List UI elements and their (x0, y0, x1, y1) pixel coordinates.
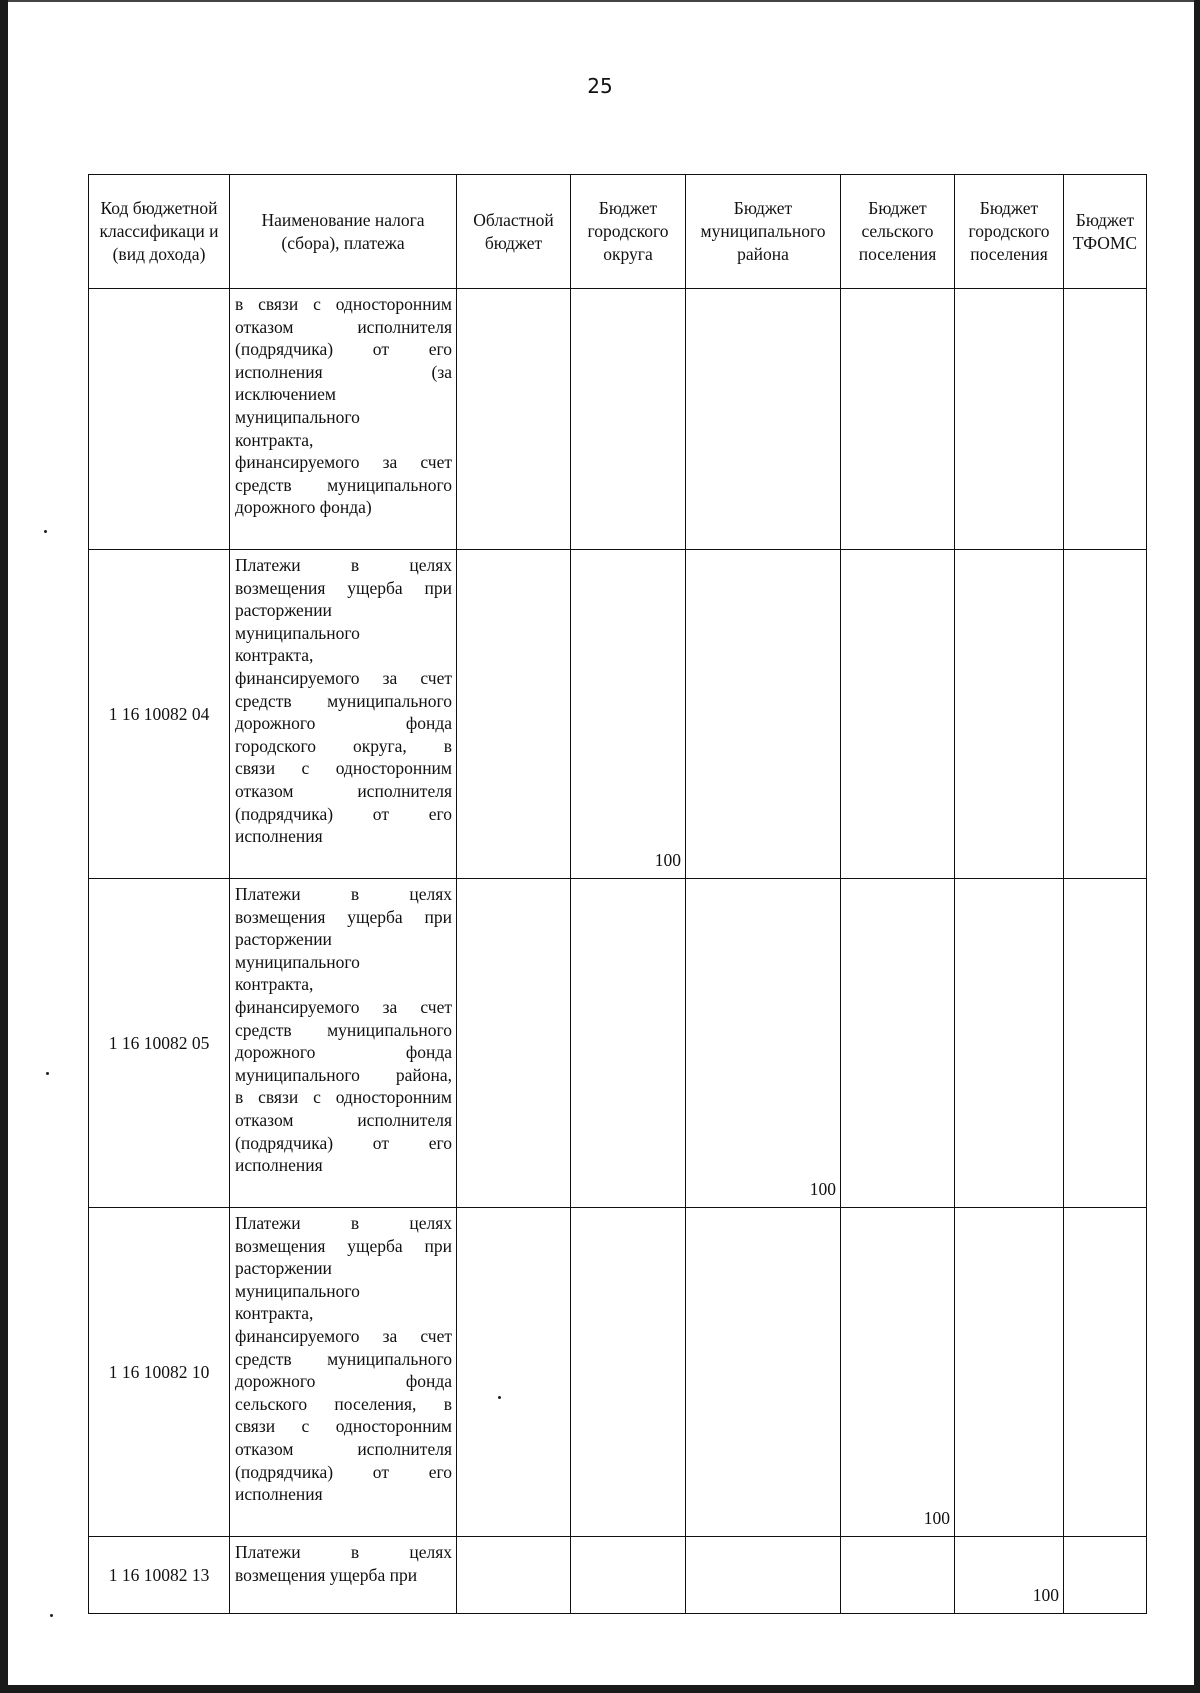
cell-rural-settlement (841, 550, 955, 879)
name-line: связи с односторонним (235, 758, 452, 779)
cell-tfoms (1064, 1537, 1147, 1614)
name-line: Платежи в целях (235, 1542, 452, 1562)
cell-code: 1 16 10082 13 (89, 1537, 230, 1614)
cell-tfoms (1064, 289, 1147, 550)
name-line: исполнения (235, 826, 323, 847)
budget-classification-table (88, 174, 1147, 1614)
cell-urban-settlement (955, 1208, 1064, 1537)
cell-rural-settlement (841, 879, 955, 1208)
cell-municipal-district (686, 1208, 841, 1537)
cell-city-district: 100 (571, 550, 686, 879)
cell-tfoms (1064, 879, 1147, 1208)
cell-code: 1 16 10082 04 (89, 550, 230, 879)
name-line: городского округа, в (235, 735, 452, 756)
header-regional-budget: Областной бюджет (457, 175, 571, 289)
table-row (89, 550, 1147, 879)
header-urban-settlement-budget: Бюджет городского поселения (955, 175, 1064, 289)
name-line: отказом исполнителя (235, 1438, 452, 1459)
name-line: отказом исполнителя (235, 316, 452, 337)
name-line: расторжении (235, 929, 332, 950)
name-line: дорожного фонда (235, 1042, 452, 1063)
name-line: сельского поселения, в (235, 1393, 452, 1414)
table-row (89, 879, 1147, 1208)
name-line: Платежи в целях (235, 555, 452, 575)
cell-regional (457, 1537, 571, 1614)
table-row (89, 1208, 1147, 1537)
name-line: дорожного фонда (235, 713, 452, 734)
cell-name (230, 550, 457, 879)
cell-name (230, 879, 457, 1208)
name-line: муниципального района, (235, 1064, 452, 1085)
name-line: исключением (235, 384, 336, 405)
name-line: возмещения ущерба при (235, 1235, 452, 1256)
name-line: (подрядчика) от его (235, 339, 452, 360)
name-line: Платежи в целях (235, 884, 452, 904)
table-header-row (89, 175, 1147, 289)
cell-rural-settlement: 100 (841, 1208, 955, 1537)
name-line: контракта, (235, 1303, 314, 1324)
name-line: финансируемого за счет (235, 667, 452, 688)
cell-city-district (571, 1537, 686, 1614)
cell-municipal-district (686, 289, 841, 550)
scan-border-bottom (0, 1685, 1200, 1693)
name-line: (подрядчика) от его (235, 1461, 452, 1482)
name-line: финансируемого за счет (235, 452, 452, 473)
name-line: исполнения (за (235, 361, 452, 382)
cell-name (230, 1208, 457, 1537)
scan-border-right (1194, 0, 1200, 1693)
cell-regional (457, 289, 571, 550)
cell-code: 1 16 10082 10 (89, 1208, 230, 1537)
name-line: возмещения ущерба при (235, 906, 452, 927)
header-code: Код бюджетной классификаци и (вид дохода) (89, 175, 230, 289)
name-line: расторжении (235, 1258, 332, 1279)
name-line: Платежи в целях (235, 1213, 452, 1233)
cell-tfoms (1064, 1208, 1147, 1537)
cell-urban-settlement (955, 879, 1064, 1208)
table-row (89, 289, 1147, 550)
cell-municipal-district (686, 550, 841, 879)
cell-name (230, 1537, 457, 1614)
scan-speck (50, 1614, 53, 1617)
name-line: расторжении (235, 600, 332, 621)
name-line: (подрядчика) от его (235, 803, 452, 824)
scan-border-left (0, 0, 8, 1693)
cell-urban-settlement: 100 (955, 1537, 1064, 1614)
name-line: муниципального (235, 406, 360, 427)
name-line: контракта, (235, 645, 314, 666)
name-line: (подрядчика) от его (235, 1132, 452, 1153)
cell-regional (457, 550, 571, 879)
name-line: отказом исполнителя (235, 780, 452, 801)
name-line: исполнения (235, 1484, 323, 1505)
name-line: средств муниципального (235, 690, 452, 711)
name-line: дорожного фонда) (235, 497, 372, 518)
name-line: средств муниципального (235, 1348, 452, 1369)
cell-code (89, 289, 230, 550)
cell-code: 1 16 10082 05 (89, 879, 230, 1208)
table-body (89, 289, 1147, 1614)
header-tfoms-budget: Бюджет ТФОМС (1064, 175, 1147, 289)
name-line: муниципального (235, 1280, 360, 1301)
name-line: контракта, (235, 429, 314, 450)
name-line: возмещения ущерба при (235, 1564, 418, 1585)
name-line: муниципального (235, 622, 360, 643)
name-line: в связи с односторонним (235, 1087, 452, 1108)
table-row (89, 1537, 1147, 1614)
cell-urban-settlement (955, 289, 1064, 550)
header-city-district-budget: Бюджет городского округа (571, 175, 686, 289)
name-line: муниципального (235, 951, 360, 972)
cell-city-district (571, 879, 686, 1208)
name-line: связи с односторонним (235, 1416, 452, 1437)
cell-municipal-district: 100 (686, 879, 841, 1208)
name-line: в связи с односторонним (235, 294, 452, 314)
name-line: исполнения (235, 1155, 323, 1176)
name-line: финансируемого за счет (235, 996, 452, 1017)
header-rural-settlement-budget: Бюджет сельского поселения (841, 175, 955, 289)
scan-speck (44, 530, 47, 533)
name-line: средств муниципального (235, 474, 452, 495)
name-line: средств муниципального (235, 1019, 452, 1040)
cell-name (230, 289, 457, 550)
header-name: Наименование налога (сбора), платежа (230, 175, 457, 289)
name-line: возмещения ущерба при (235, 577, 452, 598)
cell-regional (457, 1208, 571, 1537)
header-municipal-district-budget: Бюджет муниципального района (686, 175, 841, 289)
scan-border-top (0, 0, 1200, 2)
scan-speck (46, 1072, 49, 1075)
cell-tfoms (1064, 550, 1147, 879)
cell-regional (457, 879, 571, 1208)
name-line: дорожного фонда (235, 1371, 452, 1392)
page-number: 25 (587, 74, 613, 98)
cell-urban-settlement (955, 550, 1064, 879)
name-line: контракта, (235, 974, 314, 995)
cell-rural-settlement (841, 289, 955, 550)
name-line: финансируемого за счет (235, 1325, 452, 1346)
cell-rural-settlement (841, 1537, 955, 1614)
cell-municipal-district (686, 1537, 841, 1614)
cell-city-district (571, 289, 686, 550)
cell-city-district (571, 1208, 686, 1537)
name-line: отказом исполнителя (235, 1109, 452, 1130)
